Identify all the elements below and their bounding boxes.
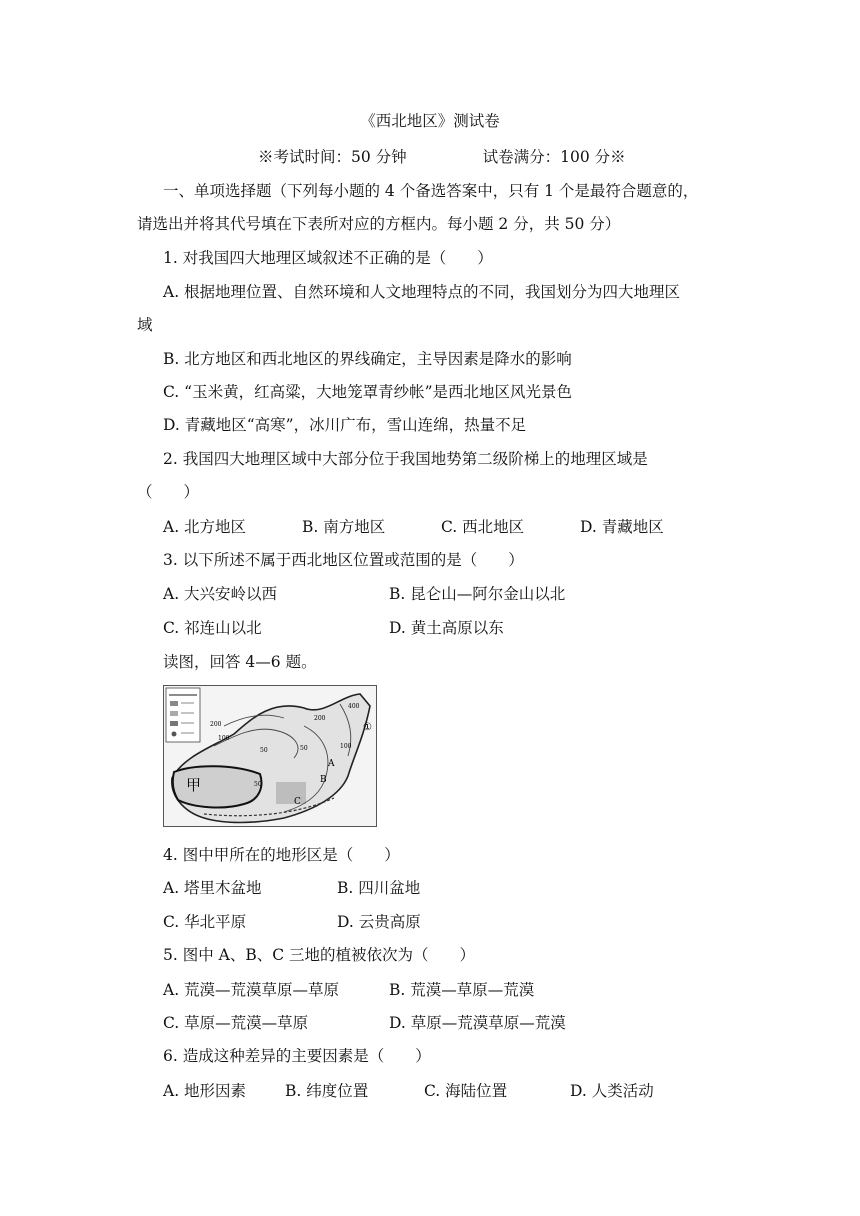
q2-stem: 2. 我国四大地理区域中大部分位于我国地势第二级阶梯上的地理区域是: [163, 450, 648, 468]
northwest-map: [163, 685, 377, 827]
full-score: 试卷满分：100 分※: [482, 148, 626, 166]
contour-label: 100: [218, 735, 230, 742]
q4-option-d: D. 云贵高原: [337, 913, 421, 931]
q3-option-a: A. 大兴安岭以西: [163, 585, 278, 603]
q2-option-c: C. 西北地区: [441, 518, 525, 536]
contour-label: 200: [210, 721, 222, 728]
contour-label: 200: [314, 715, 326, 722]
q6-option-d: D. 人类活动: [570, 1082, 654, 1100]
q1-option-d: D. 青藏地区“高寒”，冰川广布，雪山连绵，热量不足: [163, 416, 527, 434]
q5-option-d: D. 草原—荒漠草原—荒漠: [389, 1014, 566, 1032]
q1-option-a: A. 根据地理位置、自然环境和人文地理特点的不同，我国划分为四大地理区: [163, 283, 681, 301]
contour-label: 100: [340, 743, 352, 750]
q4-option-c: C. 华北平原: [163, 913, 247, 931]
desert-patch: [276, 782, 306, 804]
label-c: C: [294, 797, 301, 807]
q5-option-a: A. 荒漠—荒漠草原—草原: [163, 981, 340, 999]
label-circle-1: ①: [363, 722, 372, 733]
contour-label: 50: [254, 781, 262, 788]
q4-option-a: A. 塔里木盆地: [163, 879, 262, 897]
exam-time: ※考试时间：50 分钟: [258, 148, 407, 166]
q1-option-a-cont: 域: [137, 316, 153, 334]
label-jia: 甲: [186, 777, 202, 794]
map-graphic: [164, 686, 377, 827]
q6-option-a: A. 地形因素: [163, 1082, 247, 1100]
contour-label: 50: [260, 747, 268, 754]
contour-label: 400: [348, 703, 360, 710]
read-map-instruction: 读图，回答 4—6 题。: [163, 653, 317, 671]
q4-option-b: B. 四川盆地: [337, 879, 421, 897]
q2-option-d: D. 青藏地区: [580, 518, 664, 536]
q3-stem: 3. 以下所述不属于西北地区位置或范围的是（ ）: [163, 551, 524, 569]
q3-option-c: C. 祁连山以北: [163, 619, 262, 637]
q2-option-b: B. 南方地区: [302, 518, 386, 536]
page-title: 《西北地区》测试卷: [360, 112, 500, 130]
q3-option-d: D. 黄土高原以东: [389, 619, 504, 637]
contour-label: 50: [300, 745, 308, 752]
q3-option-b: B. 昆仑山—阿尔金山以北: [389, 585, 566, 603]
q6-option-c: C. 海陆位置: [424, 1082, 508, 1100]
exam-info: [258, 146, 626, 168]
q5-option-c: C. 草原—荒漠—草原: [163, 1014, 309, 1032]
q5-stem: 5. 图中 A、B、C 三地的植被依次为（ ）: [163, 946, 476, 964]
q6-option-b: B. 纬度位置: [285, 1082, 369, 1100]
q1-option-c: C. “玉米黄，红高粱，大地笼罩青纱帐”是西北地区风光景色: [163, 383, 573, 401]
q6-stem: 6. 造成这种差异的主要因素是（ ）: [163, 1047, 431, 1065]
label-b: B: [320, 775, 327, 785]
q2-stem-cont: （ ）: [137, 483, 200, 501]
label-a: A: [328, 759, 335, 769]
q2-option-a: A. 北方地区: [163, 518, 247, 536]
q4-stem: 4. 图中甲所在的地形区是（ ）: [163, 846, 400, 864]
q1-option-b: B. 北方地区和西北地区的界线确定，主导因素是降水的影响: [163, 350, 572, 368]
q5-option-b: B. 荒漠—草原—荒漠: [389, 981, 535, 999]
q1-stem: 1. 对我国四大地理区域叙述不正确的是（ ）: [163, 249, 493, 267]
section-heading-cont: 请选出并将其代号填在下表所对应的方框内。每小题 2 分，共 50 分）: [137, 215, 621, 233]
section-heading: 一、单项选择题（下列每小题的 4 个备选答案中，只有 1 个是最符合题意的，: [163, 182, 699, 200]
